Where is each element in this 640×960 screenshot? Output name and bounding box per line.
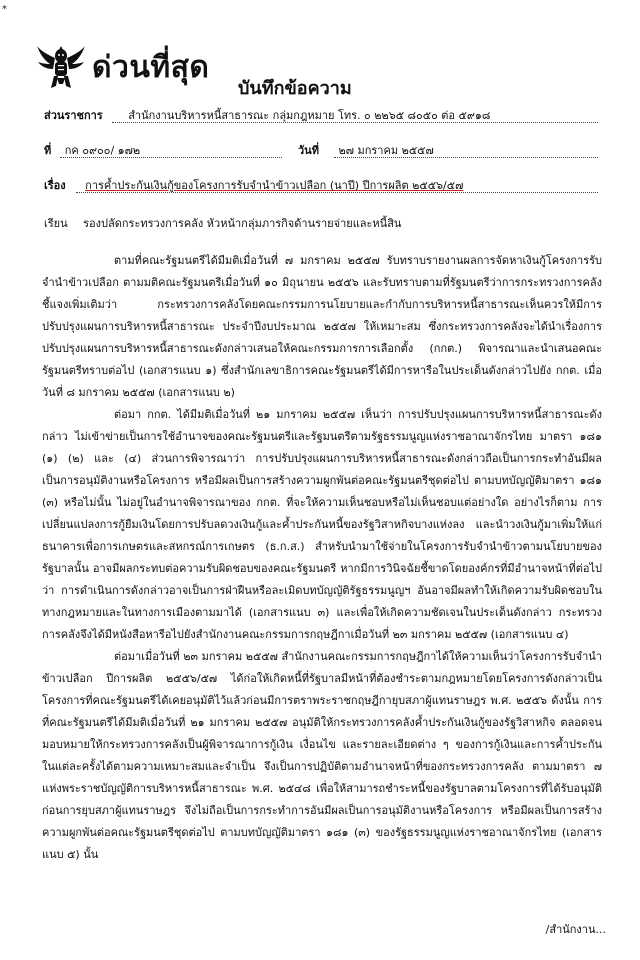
urgent-stamp-text: ด่วนที่สุด <box>92 50 210 85</box>
subject-value: การค้ำประกันเงินกู้ของโครงการรับจำนำข้าวเปลือก (นาปี) ปีการผลิต ๒๕๕๖/๕๗ <box>85 179 464 192</box>
paragraph-3: ต่อมาเมื่อวันที่ ๒๓ มกราคม ๒๕๕๗ สำนักงานคณะกรรมการกฤษฎีกาได้ให้ความเห็นว่าโครงการรับจำนำข้าวเปลือก ปีการผลิต ๒๕๕๖/๕๗ ได้ก่อให้เกิดหนี้ที่รัฐบาลมีหน้าที่ต้องชำระตามกฎหมายโดยโครงการดังกล่าวเป็นโครงการที่คณะรัฐมนตรีได้เคยอนุมัติไว้แล้วก่อนมีการตราพระราชกฤษฎีกายุบสภาผู้แทนราษฎร พ.ศ. ๒๕๕๖ ดังนั้น การที่คณะรัฐมนตรีได้มีมติเมื่อวันที่ ๒๑ มกราคม ๒๕๕๗ อนุมัติให้กระทรวงการคลังค้ำประกันเงินกู้ของรัฐวิสาหกิจ ตลอดจนมอบหมายให้กระทรวงการคลังเป็นผู้พิจารณาการกู้เงิน เงื่อนไข และรายละเอียดต่าง ๆ ของการกู้เงินและการค้ำประกันในแต่ละครั้งได้ตามความเหมาะสมและจำเป็น จึงเป็นการปฏิบัติตามอำนาจหน้าที่ของกระทรวงการคลัง ตามมาตรา ๗ แห่งพระราชบัญญัติการบริหารหนี้สาธารณะ พ.ศ. ๒๕๔๘ เพื่อให้สามารถชำระหนี้ของรัฐบาลตามโครงการที่ได้รับอนุมัติก่อนการยุบสภาผู้แทนราษฎร จึงไม่ถือเป็นการกระทำการอันมีผลเป็นการอนุมัติงานหรือโครงการ หรือมีผลเป็นการสร้างความผูกพันต่อคณะรัฐมนตรีชุดต่อไป ตามบทบัญญัติมาตรา ๑๘๑ (๓) ของรัฐธรรมนูญแห่งราชอาณาจักรไทย (เอกสารแนบ ๕) นั้น <box>42 650 602 861</box>
date-value: ๒๗ มกราคม ๒๕๕๗ <box>338 144 434 157</box>
paragraph-2: ต่อมา กกต. ได้มีมติเมื่อวันที่ ๒๑ มกราคม ๒๕๕๗ เห็นว่า การปรับปรุงแผนการบริหารหนี้สาธารณะดังกล่าว ไม่เข้าข่ายเป็นการใช้อำนาจของคณะรัฐมนตรีและรัฐมนตรีตามรัฐธรรมนูญแห่งราชอาณาจักรไทย มาตรา ๑๘๑ (๑) (๒) และ (๔) ส่วนการพิจารณาว่า การปรับปรุงแผนการบริหารหนี้สาธารณะดังกล่าวถือเป็นการกระทำอันมีผลเป็นการอนุมัติงานหรือโครงการ หรือมีผลเป็นการสร้างความผูกพันต่อคณะรัฐมนตรีชุดต่อไป ตามบทบัญญัติมาตรา ๑๘๑ (๓) หรือไม่นั้น ไม่อยู่ในอำนาจพิจารณาของ กกต. ที่จะให้ความเห็นชอบหรือไม่เห็นชอบแต่อย่างใด อย่างไรก็ตาม การเปลี่ยนแปลงการกู้ยืมเงินโดยการปรับลดวงเงินกู้และค้ำประกันหนี้ของรัฐวิสาหกิจบางแห่งลง และนำวงเงินกู้มาเพิ่มให้แก่ธนาคารเพื่อการเกษตรและสหกรณ์การเกษตร (ธ.ก.ส.) สำหรับนำมาใช้จ่ายในโครงการรับจำนำข้าวตามนโยบายของรัฐบาลนั้น อาจมีผลกระทบต่อความรับผิดชอบของคณะรัฐมนตรี หากมีการวินิจฉัยชี้ขาดโดยองค์กรที่มีอำนาจหน้าที่ต่อไปว่า การดำเนินการดังกล่าวอาจเป็นการฝ่าฝืนหรือละเมิดบทบัญญัติรัฐธรรมนูญฯ อันอาจมีผลทำให้เกิดความรับผิดชอบในทางกฎหมายและในทางการเมืองตามมาได้ (เอกสารแนบ ๓) และเพื่อให้เกิดความชัดเจนในประเด็นดังกล่าว กระทรวงการคลังจึงได้มีหนังสือหารือไปยังสำนักงานคณะกรรมการกฤษฎีกาเมื่อวันที่ ๒๓ มกราคม ๒๕๕๗ (เอกสารแนบ ๔) <box>42 408 602 641</box>
salutation-row <box>44 214 401 232</box>
memo-title: บันทึกข้อความ <box>238 78 352 99</box>
date-label: วันที่ <box>298 144 319 157</box>
salutation-label: เรียน <box>44 217 68 230</box>
reference-label: ที่ <box>44 144 52 157</box>
salutation-value: รองปลัดกระทรวงการคลัง หัวหน้ากลุ่มภารกิจด้านรายจ่ายและหนี้สิน <box>83 217 402 230</box>
date-dotted-line <box>334 157 598 158</box>
continued-marker: /สำนักงาน... <box>545 923 606 936</box>
agency-value: สำนักงานบริหารหนี้สาธารณะ กลุ่มกฎหมาย โทร. ๐ ๒๒๖๕ ๘๐๕๐ ต่อ ๕๙๑๘ <box>128 109 491 122</box>
subject-label: เรื่อง <box>44 179 66 192</box>
subject-dotted-line <box>76 192 598 193</box>
agency-dotted-line <box>112 122 598 123</box>
reference-dotted-line <box>60 157 282 158</box>
reference-number: กค ๐๙๐๐/ ๑๗๒ <box>64 144 141 157</box>
memo-body <box>42 250 602 866</box>
corner-mark: * <box>2 4 7 15</box>
garuda-emblem-icon <box>36 40 86 90</box>
paragraph-1: ตามที่คณะรัฐมนตรีได้มีมติเมื่อวันที่ ๗ มกราคม ๒๕๕๗ รับทราบรายงานผลการจัดหาเงินกู้โครงการรับจำนำข้าวเปลือก ตามมติคณะรัฐมนตรีเมื่อวันที่ ๑๐ มิถุนายน ๒๕๕๖ และรับทราบตามที่รัฐมนตรีว่าการกระทรวงการคลังชี้แจงเพิ่มเติมว่า กระทรวงการคลังโดยคณะกรรมการนโยบายและกำกับการบริหารหนี้สาธารณะเห็นควรให้มีการปรับปรุงแผนการบริหารหนี้สาธารณะ ประจำปีงบประมาณ ๒๕๕๗ ให้เหมาะสม ซึ่งกระทรวงการคลังจะได้นำเรื่องการปรับปรุงแผนการบริหารหนี้สาธารณะดังกล่าวเสนอให้คณะกรรมการการเลือกตั้ง (กกต.) พิจารณาและนำเสนอคณะรัฐมนตรีทราบต่อไป (เอกสารแนบ ๑) ซึ่งสำนักเลขาธิการคณะรัฐมนตรีได้มีการหารือในประเด็นดังกล่าวไปยัง กกต. เมื่อวันที่ ๘ มกราคม ๒๕๕๗ (เอกสารแนบ ๒) <box>42 254 602 399</box>
agency-label: ส่วนราชการ <box>44 109 103 122</box>
